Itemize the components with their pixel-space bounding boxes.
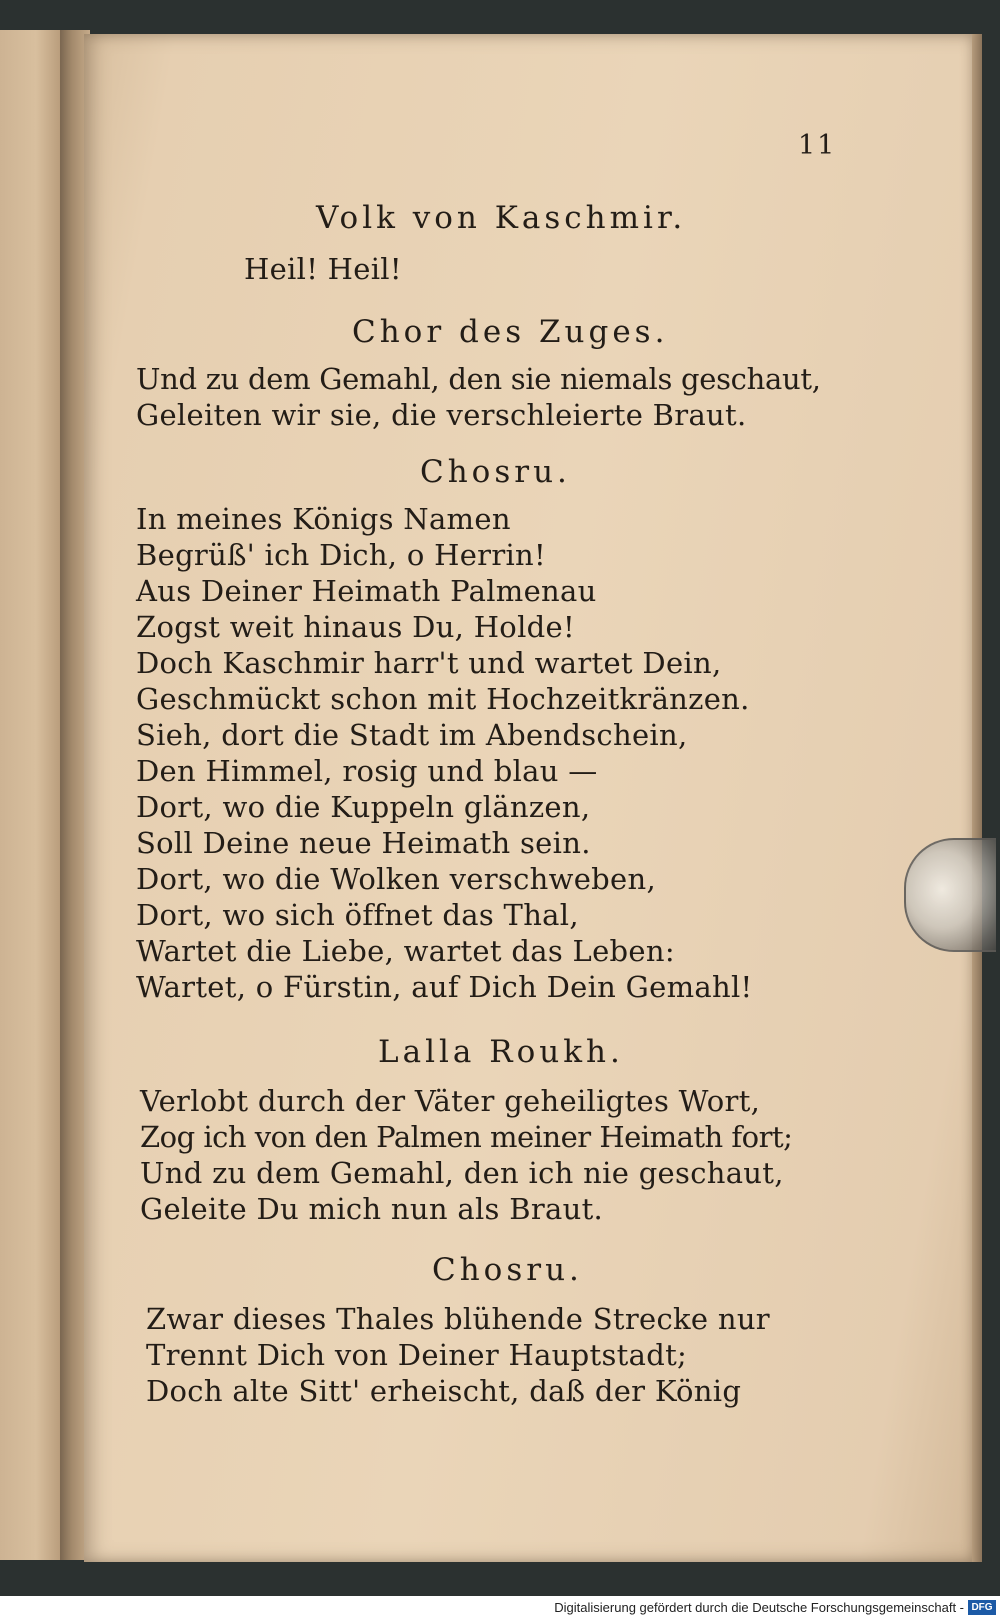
speaker-lalla-roukh: Lalla Roukh. [378,1034,624,1070]
verse-line: Zog ich von den Palmen meiner Heimath fort; [140,1120,793,1154]
verse-line: Aus Deiner Heimath Palmenau [136,574,597,608]
speaker-volk-von-kaschmir: Volk von Kaschmir. [316,200,687,236]
verse-line: Doch alte Sitt' erheischt, daß der König [146,1374,742,1408]
verse-line: Geschmückt schon mit Hochzeitkränzen. [136,682,750,716]
verse-line: Dort, wo sich öffnet das Thal, [136,898,579,932]
verse-line: Zogst weit hinaus Du, Holde! [136,610,575,644]
page-number: 11 [798,130,837,161]
verse-line: Wartet, o Fürstin, auf Dich Dein Gemahl! [136,970,753,1004]
verse-line: Verlobt durch der Väter geheiligtes Wort, [140,1084,761,1118]
verse-line: Trennt Dich von Deiner Hauptstadt; [146,1338,688,1372]
digitization-footer [0,1596,1000,1620]
verse-line: Dort, wo die Kuppeln glänzen, [136,790,591,824]
verse-line: Heil! Heil! [244,252,402,286]
verse-line: Begrüß' ich Dich, o Herrin! [136,538,546,572]
verse-line: In meines Königs Namen [136,502,511,536]
speaker-chor-des-zuges: Chor des Zuges. [352,314,669,350]
speaker-chosru: Chosru. [432,1252,583,1288]
verse-line: Sieh, dort die Stadt im Abendschein, [136,718,688,752]
page-clip [904,838,996,952]
verse-line: Doch Kaschmir harr't und wartet Dein, [136,646,722,680]
footer-credit: Digitalisierung gefördert durch die Deutsche Forschungsgemeinschaft - [554,1600,964,1615]
verse-line: Wartet die Liebe, wartet das Leben: [136,934,675,968]
verse-line: Zwar dieses Thales blühende Strecke nur [146,1302,770,1336]
verse-line: Und zu dem Gemahl, den ich nie geschaut, [140,1156,784,1190]
verse-line: Soll Deine neue Heimath sein. [136,826,591,860]
verse-line: Geleiten wir sie, die verschleierte Braut. [136,398,747,432]
verse-line: Und zu dem Gemahl, den sie niemals geschaut, [136,362,821,396]
dfg-logo: DFG [968,1600,996,1615]
verse-line: Geleite Du mich nun als Braut. [140,1192,604,1226]
speaker-chosru: Chosru. [420,454,571,490]
page-edge [972,34,982,1562]
verse-line: Den Himmel, rosig und blau — [136,754,598,788]
verse-line: Dort, wo die Wolken verschweben, [136,862,657,896]
